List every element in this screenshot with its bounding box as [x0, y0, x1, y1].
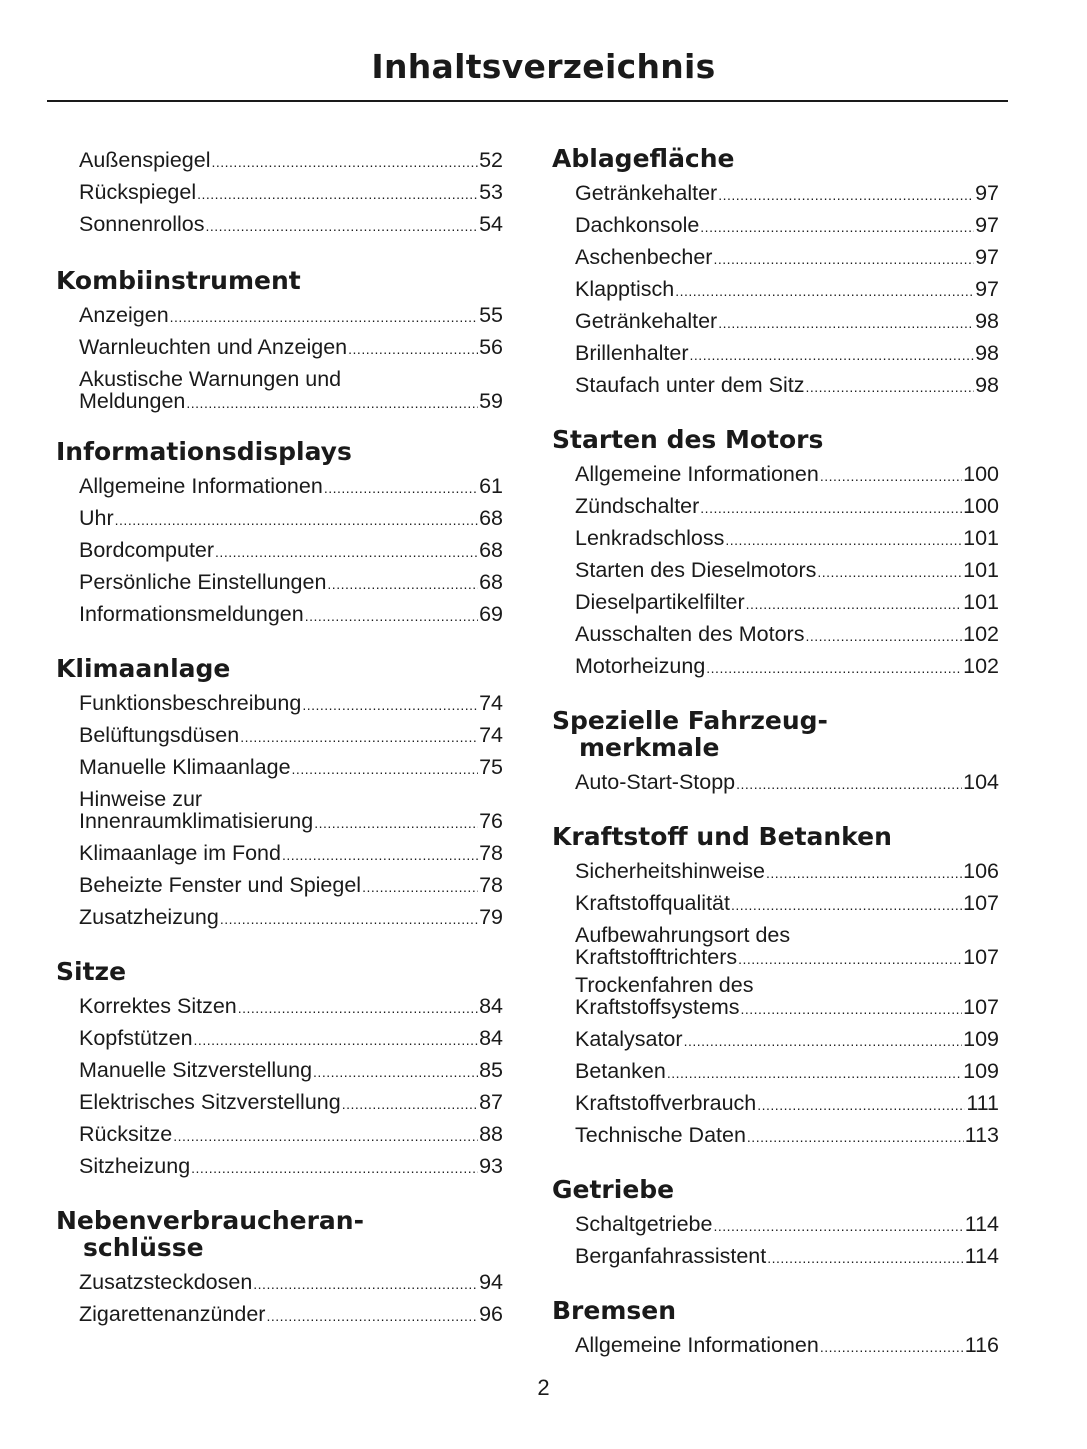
toc-section [56, 655, 503, 934]
toc-entry-page: 97 [975, 181, 999, 205]
toc-entry[interactable] [56, 1055, 503, 1087]
toc-entry-page: 101 [963, 558, 999, 582]
dot-leader [197, 179, 478, 209]
toc-entry[interactable] [56, 991, 503, 1023]
toc-entry[interactable] [552, 491, 999, 523]
toc-entry-page: 74 [479, 691, 503, 715]
toc-entry[interactable] [56, 902, 503, 934]
toc-entry-title: Katalysator [575, 1027, 683, 1051]
toc-entry-title: Elektrisches Sitzverstellung [79, 1090, 341, 1114]
dot-leader [718, 180, 974, 210]
toc-entry[interactable] [56, 870, 503, 902]
toc-entry-page: 101 [963, 590, 999, 614]
toc-entry-title: Sonnenrollos [79, 212, 205, 236]
toc-entry-page: 98 [975, 309, 999, 333]
dot-leader [282, 840, 478, 870]
toc-entry-page: 107 [963, 995, 999, 1019]
toc-entry-page: 114 [964, 1212, 999, 1236]
toc-entry-page: 84 [479, 994, 503, 1018]
toc-entry-page: 106 [963, 859, 999, 883]
toc-entry-title: Auto-Start-Stopp [575, 770, 736, 794]
toc-entry-title: Ausschalten des Motors [575, 622, 805, 646]
toc-entry-page: 98 [975, 341, 999, 365]
toc-entry[interactable] [552, 587, 999, 619]
dot-leader [736, 769, 962, 799]
toc-entry[interactable] [552, 274, 999, 306]
section-heading: Getriebe [552, 1175, 675, 1204]
toc-entry-page: 76 [479, 809, 503, 833]
toc-entry-title: Sicherheitshinweise [575, 859, 766, 883]
toc-entry-page: 55 [479, 303, 503, 327]
toc-entry-title: Klapptisch [575, 277, 675, 301]
dot-leader [305, 601, 478, 631]
dot-leader [767, 1243, 963, 1273]
toc-entry-title: Beheizte Fenster und Spiegel [79, 873, 362, 897]
toc-entry[interactable] [56, 300, 503, 332]
toc-entry-page: 109 [963, 1027, 999, 1051]
toc-entry[interactable] [56, 145, 503, 177]
toc-entry-title: Zusatzsteckdosen [79, 1270, 253, 1294]
toc-entry[interactable] [56, 752, 503, 784]
dot-leader [820, 461, 962, 491]
toc-section [552, 145, 999, 402]
toc-entry-title: Zündschalter [575, 494, 700, 518]
toc-column-left [56, 145, 503, 1355]
dot-leader [740, 998, 962, 1020]
toc-entry-title: Lenkradschloss [575, 526, 725, 550]
toc-entry-page: 78 [479, 873, 503, 897]
toc-entry-page: 100 [963, 494, 999, 518]
toc-entry-title: Getränkehalter [575, 309, 718, 333]
toc-entry[interactable] [56, 332, 503, 364]
toc-entry[interactable] [552, 338, 999, 370]
toc-entry-page: 107 [963, 891, 999, 915]
toc-entry-page: 101 [963, 526, 999, 550]
toc-entry-title: Belüftungsdüsen [79, 723, 240, 747]
toc-entry-title: Meldungen [79, 389, 186, 413]
toc-entry-title: Persönliche Einstellungen [79, 570, 327, 594]
toc-entry-page: 97 [975, 277, 999, 301]
toc-entry[interactable] [552, 1088, 999, 1120]
toc-entry[interactable] [56, 688, 503, 720]
toc-entry[interactable] [56, 503, 503, 535]
toc-entry[interactable] [56, 838, 503, 870]
toc-entry-page: 54 [479, 212, 503, 236]
toc-entry-page: 102 [963, 654, 999, 678]
dot-leader [362, 872, 478, 902]
toc-entry[interactable] [552, 1056, 999, 1088]
toc-section [56, 1207, 503, 1331]
dot-leader [115, 505, 478, 535]
dot-leader [713, 244, 974, 274]
toc-entry-title: Sitzheizung [79, 1154, 191, 1178]
dot-leader [713, 1211, 963, 1241]
section-heading: Starten des Motors [552, 425, 824, 454]
toc-entry-page: 97 [975, 213, 999, 237]
toc-entry-page: 88 [479, 1122, 503, 1146]
toc-entry-page: 104 [963, 770, 999, 794]
section-heading: Sitze [56, 957, 127, 986]
toc-entry-title: Betanken [575, 1059, 666, 1083]
toc-entry-title: Informationsmeldungen [79, 602, 304, 626]
toc-entry-title: Manuelle Sitzverstellung [79, 1058, 313, 1082]
dot-leader [820, 1332, 964, 1362]
toc-entry-page: 109 [963, 1059, 999, 1083]
section-heading: Nebenverbraucheran-schlüsse [56, 1206, 364, 1262]
toc-section [56, 958, 503, 1183]
dot-leader [314, 812, 478, 834]
section-heading: Klimaanlage [56, 654, 231, 683]
toc-entry-title: Manuelle Klimaanlage [79, 755, 291, 779]
section-heading: Spezielle Fahrzeug-merkmale [552, 706, 828, 762]
toc-entry-title: Allgemeine Informationen [575, 462, 819, 486]
toc-entry-title: Außenspiegel [79, 148, 211, 172]
dot-leader [211, 147, 478, 177]
dot-leader [170, 302, 478, 332]
toc-entry-title: Dachkonsole [575, 213, 700, 237]
dot-leader [327, 569, 478, 599]
toc-entry-page: 56 [479, 335, 503, 359]
dot-leader [706, 653, 962, 683]
toc-entry-title: Schaltgetriebe [575, 1212, 713, 1236]
toc-entry-title: Uhr [79, 506, 114, 530]
toc-entry-title: Klimaanlage im Fond [79, 841, 281, 865]
dot-leader [206, 211, 479, 241]
toc-entry-page: 114 [964, 1244, 999, 1268]
toc-entry[interactable] [552, 1209, 999, 1241]
dot-leader [700, 212, 974, 242]
toc-section [56, 267, 503, 414]
toc-entry[interactable] [552, 1330, 999, 1362]
toc-entry-page: 107 [963, 945, 999, 969]
toc-entry-page: 61 [479, 474, 503, 498]
toc-entry-title-line1: Hinweise zur [79, 787, 203, 811]
toc-entry-page: 79 [479, 905, 503, 929]
dot-leader [766, 858, 962, 888]
toc-entry-title: Kraftstoffverbrauch [575, 1091, 757, 1115]
title-divider [47, 100, 1008, 102]
dot-leader [746, 589, 962, 619]
toc-entry[interactable] [552, 555, 999, 587]
toc-entry[interactable] [552, 924, 999, 970]
toc-section [552, 707, 999, 799]
toc-entry-title: Dieselpartikelfilter [575, 590, 745, 614]
toc-entry-page: 53 [479, 180, 503, 204]
toc-entry[interactable] [56, 1267, 503, 1299]
toc-entry-title: Berganfahrassistent [575, 1244, 767, 1268]
section-heading: Informationsdisplays [56, 437, 352, 466]
dot-leader [718, 308, 974, 338]
toc-entry-title: Funktionsbeschreibung [79, 691, 302, 715]
dot-leader [186, 392, 478, 414]
toc-entry-title: Rücksitze [79, 1122, 173, 1146]
toc-entry-title: Starten des Dieselmotors [575, 558, 817, 582]
toc-entry[interactable] [552, 619, 999, 651]
toc-entry-page: 102 [963, 622, 999, 646]
toc-entry[interactable] [552, 767, 999, 799]
toc-entry-page: 68 [479, 538, 503, 562]
toc-entry-title: Korrektes Sitzen [79, 994, 237, 1018]
toc-entry-page: 96 [479, 1302, 503, 1326]
toc-entry-title: Rückspiegel [79, 180, 197, 204]
dot-leader [757, 1090, 965, 1120]
toc-entry-title: Kopfstützen [79, 1026, 193, 1050]
toc-entry-page: 100 [963, 462, 999, 486]
toc-entry-page: 84 [479, 1026, 503, 1050]
toc-entry-title-line1: Aufbewahrungsort des [575, 923, 791, 947]
toc-entry[interactable] [56, 209, 503, 241]
toc-entry-page: 98 [975, 373, 999, 397]
dot-leader [667, 1058, 962, 1088]
toc-entry-title: Staufach unter dem Sitz [575, 373, 805, 397]
toc-entry[interactable] [552, 856, 999, 888]
toc-entry-title: Getränkehalter [575, 181, 718, 205]
toc-entry[interactable] [56, 471, 503, 503]
toc-entry-page: 69 [479, 602, 503, 626]
toc-entry[interactable] [552, 888, 999, 920]
dot-leader [738, 948, 962, 970]
toc-entry-title: Kraftstofftrichters [575, 945, 738, 969]
dot-leader [292, 754, 479, 784]
toc-entry-page: 116 [964, 1333, 999, 1357]
toc-entry-title: Innenraumklimatisierung [79, 809, 314, 833]
toc-entry-page: 74 [479, 723, 503, 747]
toc-entry[interactable] [552, 306, 999, 338]
toc-section [552, 426, 999, 683]
toc-entry[interactable] [552, 1024, 999, 1056]
dot-leader [215, 537, 478, 567]
toc-entry-title: Aschenbecher [575, 245, 713, 269]
toc-entry[interactable] [56, 1023, 503, 1055]
toc-entry[interactable] [56, 720, 503, 752]
toc-section [552, 1297, 999, 1362]
toc-entry-page: 85 [479, 1058, 503, 1082]
toc-entry[interactable] [56, 788, 503, 834]
toc-section [552, 823, 999, 1152]
toc-entry-page: 87 [479, 1090, 503, 1114]
page-number: 2 [537, 1375, 550, 1400]
toc-entry[interactable] [56, 599, 503, 631]
dot-leader [805, 621, 962, 651]
toc-entry[interactable] [552, 178, 999, 210]
toc-entry-page: 52 [479, 148, 503, 172]
toc-entry[interactable] [552, 974, 999, 1020]
toc-entry[interactable] [56, 368, 503, 414]
section-heading: Kraftstoff und Betanken [552, 822, 892, 851]
toc-entry-title: Anzeigen [79, 303, 169, 327]
toc-entry-page: 93 [479, 1154, 503, 1178]
toc-entry[interactable] [552, 370, 999, 402]
page-title: Inhaltsverzeichnis [371, 47, 716, 86]
toc-entry-title: Zusatzheizung [79, 905, 219, 929]
toc-entry[interactable] [552, 1120, 999, 1152]
dot-leader [731, 890, 962, 920]
toc-entry[interactable] [552, 242, 999, 274]
section-heading: Bremsen [552, 1296, 677, 1325]
toc-entry-page: 113 [964, 1123, 999, 1147]
dot-leader [238, 993, 478, 1023]
dot-leader [675, 276, 974, 306]
dot-leader [805, 372, 974, 402]
toc-entry[interactable] [56, 1299, 503, 1331]
toc-entry-title-line1: Trockenfahren des [575, 973, 754, 997]
toc-entry-page: 111 [966, 1091, 999, 1115]
dot-leader [324, 473, 478, 503]
toc-entry-page: 68 [479, 570, 503, 594]
toc-section [552, 1176, 999, 1273]
dot-leader [240, 722, 478, 752]
toc-entry-page: 94 [479, 1270, 503, 1294]
dot-leader [725, 525, 962, 555]
dot-leader [690, 340, 975, 370]
dot-leader [684, 1026, 963, 1056]
dot-leader [313, 1057, 478, 1087]
toc-entry[interactable] [56, 535, 503, 567]
toc-entry-page: 59 [479, 389, 503, 413]
toc-entry-title: Zigarettenanzünder [79, 1302, 266, 1326]
section-heading: Ablagefläche [552, 144, 735, 173]
toc-entry-title-line1: Akustische Warnungen und [79, 367, 342, 391]
dot-leader [342, 1089, 478, 1119]
toc-column-right [552, 145, 999, 1386]
toc-entry[interactable] [552, 210, 999, 242]
dot-leader [348, 334, 478, 364]
toc-entry-title: Brillenhalter [575, 341, 689, 365]
dot-leader [700, 493, 962, 523]
dot-leader [266, 1301, 478, 1331]
dot-leader [817, 557, 962, 587]
dot-leader [302, 690, 478, 720]
toc-entry-title: Allgemeine Informationen [575, 1333, 819, 1357]
toc-entry-page: 75 [479, 755, 503, 779]
dot-leader [253, 1269, 478, 1299]
toc-entry[interactable] [552, 459, 999, 491]
section-heading: Kombiinstrument [56, 266, 301, 295]
toc-entry[interactable] [552, 651, 999, 683]
toc-entry[interactable] [552, 523, 999, 555]
toc-entry-title: Kraftstoffqualität [575, 891, 730, 915]
toc-entry[interactable] [56, 1119, 503, 1151]
dot-leader [747, 1122, 964, 1152]
toc-section [56, 145, 503, 241]
dot-leader [194, 1025, 479, 1055]
toc-entry[interactable] [56, 567, 503, 599]
toc-entry-title: Kraftstoffsystems [575, 995, 740, 1019]
toc-entry-title: Allgemeine Informationen [79, 474, 323, 498]
toc-entry[interactable] [56, 177, 503, 209]
toc-entry-title: Motorheizung [575, 654, 706, 678]
toc-entry-page: 97 [975, 245, 999, 269]
toc-entry-title: Warnleuchten und Anzeigen [79, 335, 348, 359]
toc-entry[interactable] [56, 1087, 503, 1119]
dot-leader [220, 904, 478, 934]
toc-entry[interactable] [552, 1241, 999, 1273]
toc-entry-title: Technische Daten [575, 1123, 746, 1147]
toc-entry[interactable] [56, 1151, 503, 1183]
dot-leader [173, 1121, 478, 1151]
toc-entry-page: 78 [479, 841, 503, 865]
dot-leader [191, 1153, 478, 1183]
toc-entry-title: Bordcomputer [79, 538, 215, 562]
toc-section [56, 438, 503, 631]
toc-entry-page: 68 [479, 506, 503, 530]
